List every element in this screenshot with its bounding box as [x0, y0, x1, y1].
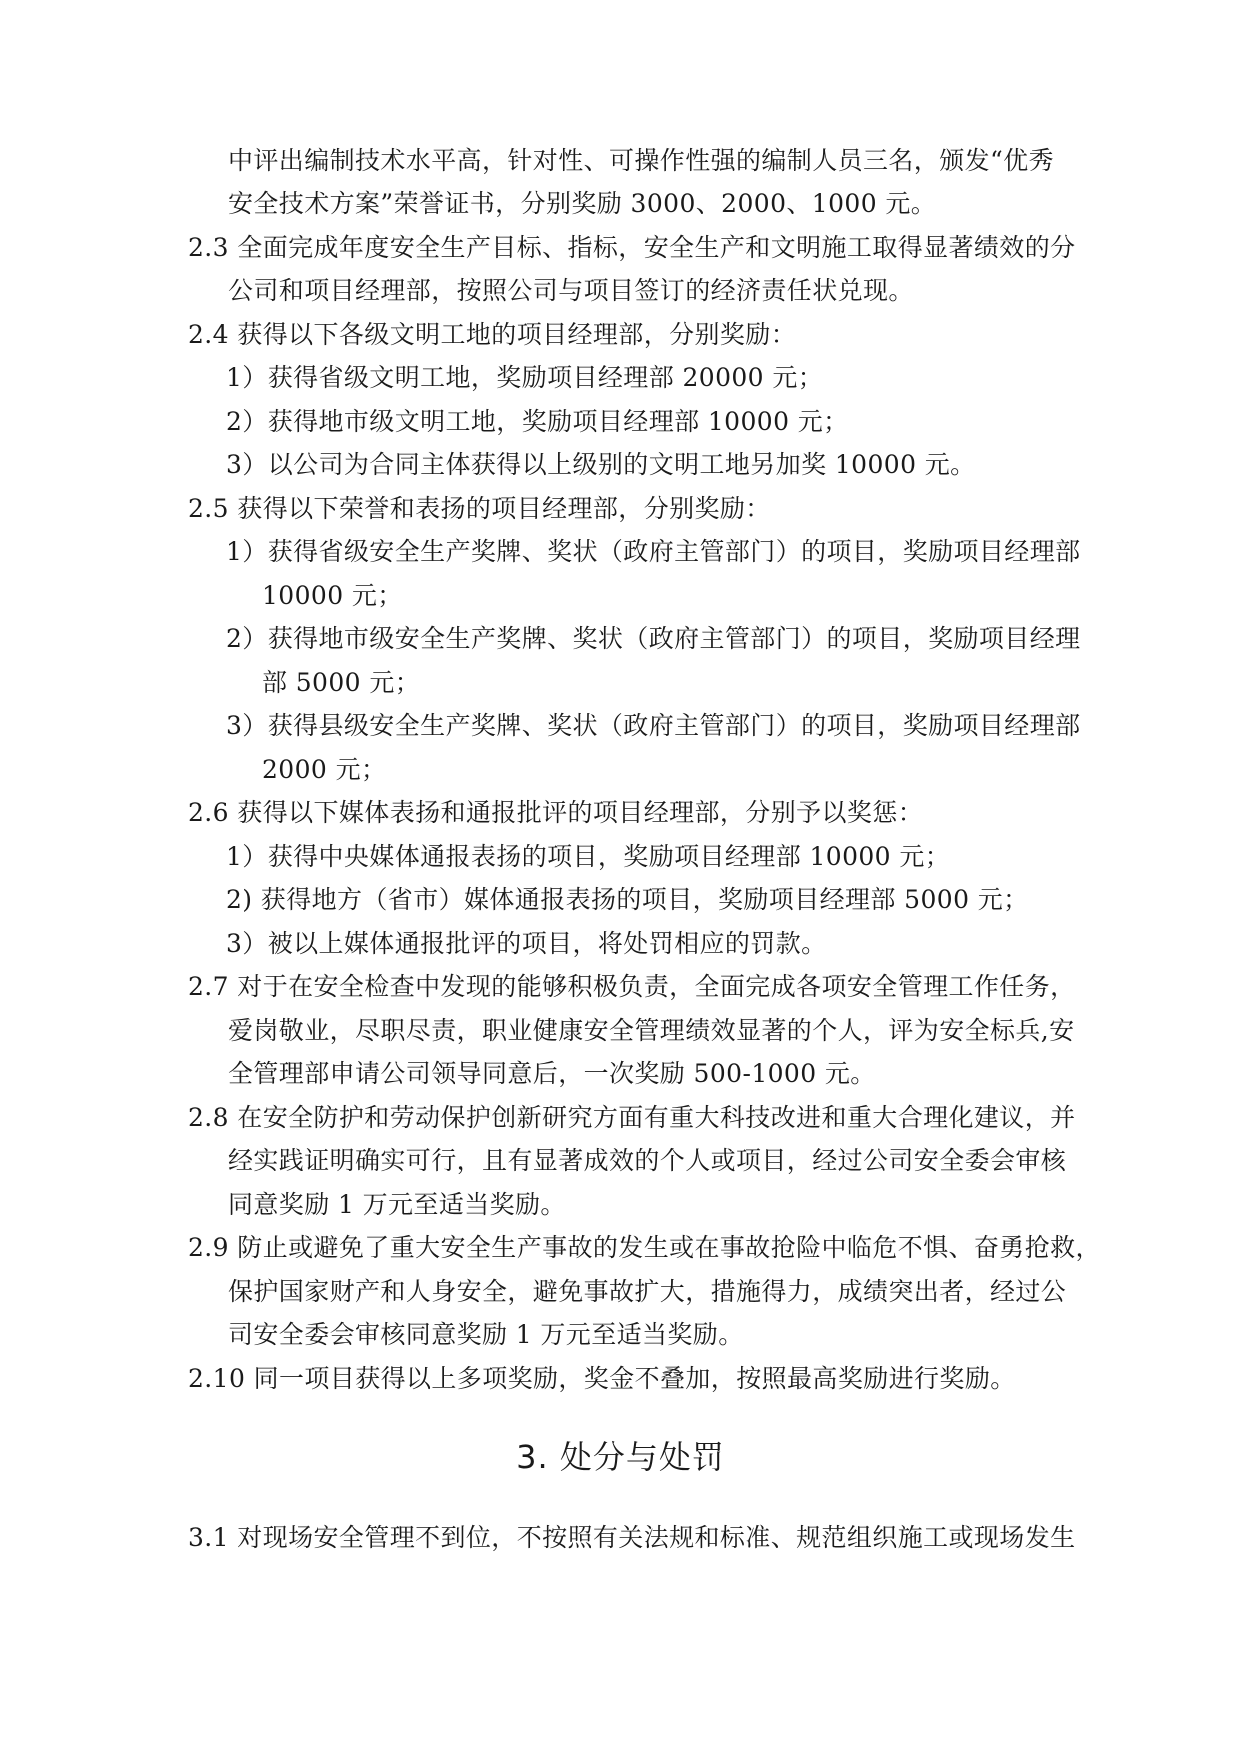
list-item: 1）获得省级文明工地，奖励项目经理部 20000 元；	[226, 363, 824, 392]
list-item: 2）获得地市级文明工地，奖励项目经理部 10000 元；	[226, 407, 849, 436]
text-line: 安全技术方案”荣誉证书，分别奖励 3000、2000、1000 元。	[228, 189, 937, 218]
clause-2-7: 2.7 对于在安全检查中发现的能够积极负责，全面完成各项安全管理工作任务，	[188, 972, 1076, 1001]
text-line: 司安全委会审核同意奖励 1 万元至适当奖励。	[228, 1320, 744, 1349]
clause-2-10: 2.10 同一项目获得以上多项奖励，奖金不叠加，按照最高奖励进行奖励。	[188, 1364, 1016, 1393]
list-item: 1）获得省级安全生产奖牌、奖状（政府主管部门）的项目，奖励项目经理部	[226, 537, 1081, 566]
text-line: 同意奖励 1 万元至适当奖励。	[228, 1190, 566, 1219]
clause-3-1: 3.1 对现场安全管理不到位，不按照有关法规和标准、规范组织施工或现场发生	[188, 1523, 1076, 1552]
text-line: 10000 元；	[262, 581, 403, 610]
list-item: 3）以公司为合同主体获得以上级别的文明工地另加奖 10000 元。	[226, 450, 976, 479]
text-line: 保护国家财产和人身安全，避免事故扩大，措施得力，成绩突出者，经过公	[228, 1277, 1067, 1306]
clause-2-9: 2.9 防止或避免了重大安全生产事故的发生或在事故抢险中临危不惧、奋勇抢救，	[188, 1233, 1101, 1262]
section-heading: 3. 处分与处罚	[516, 1438, 725, 1476]
text-line: 部 5000 元；	[262, 668, 421, 697]
clause-2-4: 2.4 获得以下各级文明工地的项目经理部，分别奖励：	[188, 320, 797, 349]
text-line: 2000 元；	[262, 755, 387, 784]
text-line: 经实践证明确实可行，且有显著成效的个人或项目，经过公司安全委会审核	[228, 1146, 1067, 1175]
text-line: 中评出编制技术水平高，针对性、可操作性强的编制人员三名，颁发“优秀	[228, 146, 1054, 175]
list-item: 1）获得中央媒体通报表扬的项目，奖励项目经理部 10000 元；	[226, 842, 951, 871]
text-line: 全管理部申请公司领导同意后，一次奖励 500-1000 元。	[228, 1059, 876, 1088]
clause-2-5: 2.5 获得以下荣誉和表扬的项目经理部，分别奖励：	[188, 494, 771, 523]
text-line: 爱岗敬业，尽职尽责，职业健康安全管理绩效显著的个人，评为安全标兵,安	[228, 1016, 1075, 1045]
text-line: 公司和项目经理部，按照公司与项目签订的经济责任状兑现。	[228, 276, 914, 305]
list-item: 2) 获得地方（省市）媒体通报表扬的项目，奖励项目经理部 5000 元；	[226, 885, 1029, 914]
clause-2-3: 2.3 全面完成年度安全生产目标、指标，安全生产和文明施工取得显著绩效的分	[188, 233, 1076, 262]
clause-2-6: 2.6 获得以下媒体表扬和通报批评的项目经理部，分别予以奖惩：	[188, 798, 924, 827]
clause-2-8: 2.8 在安全防护和劳动保护创新研究方面有重大科技改进和重大合理化建议，并	[188, 1103, 1076, 1132]
list-item: 2）获得地市级安全生产奖牌、奖状（政府主管部门）的项目，奖励项目经理	[226, 624, 1081, 653]
list-item: 3）被以上媒体通报批评的项目，将处罚相应的罚款。	[226, 929, 827, 958]
list-item: 3）获得县级安全生产奖牌、奖状（政府主管部门）的项目，奖励项目经理部	[226, 711, 1081, 740]
